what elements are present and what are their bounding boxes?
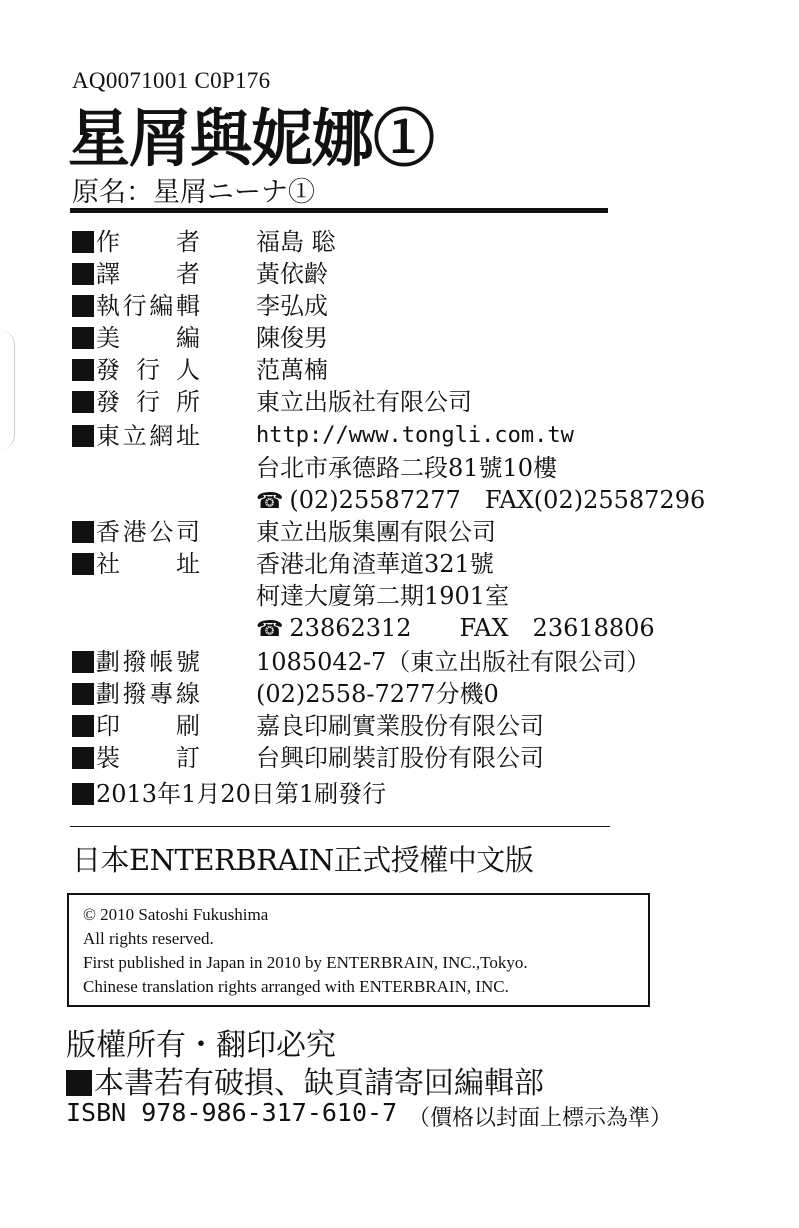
credit-value: 香港北角渣華道321號: [256, 550, 494, 578]
original-title: 原名：星屑ニーナ①: [72, 177, 315, 208]
rights-reserved: 版權所有・翻印必究: [66, 1028, 336, 1063]
bullet-icon: [72, 327, 94, 349]
bullet-icon: [72, 651, 94, 673]
copyright-line: Chinese translation rights arranged with ENTERBRAIN, INC.: [83, 977, 509, 996]
bullet-icon: [72, 425, 94, 447]
phone-icon: ☎: [256, 617, 284, 642]
bullet-icon: [72, 521, 94, 543]
bullet-icon: [72, 295, 94, 317]
book-title: 星屑與妮娜①: [68, 102, 435, 175]
credit-value: 李弘成: [256, 292, 328, 320]
credit-value: 范萬楠: [256, 356, 328, 384]
credit-value: 嘉良印刷實業股份有限公司: [256, 712, 544, 740]
bullet-icon: [66, 1070, 92, 1096]
copyright-line: © 2010 Satoshi Fukushima: [83, 905, 269, 924]
bullet-icon: [72, 747, 94, 769]
credit-label: 東立網址: [96, 422, 200, 450]
publication-date: [72, 774, 386, 809]
publication-date-text: 2013年1月20日第1刷發行: [96, 780, 387, 808]
tw-address: 台北市承德路二段81號10樓: [256, 454, 558, 482]
credit-label: 執行編輯: [96, 292, 200, 320]
credit-label: 作 者: [96, 228, 200, 256]
copyright-box: [67, 893, 650, 1007]
copyright-line: First published in Japan in 2010 by ENTERBRAIN, INC.,Tokyo.: [83, 953, 528, 972]
credit-label: 發行所: [96, 388, 200, 416]
damage-notice-text: 本書若有破損、缺頁請寄回編輯部: [94, 1066, 544, 1101]
scan-edge-mark: [0, 330, 15, 450]
credit-label: 印 刷: [96, 712, 200, 740]
credit-value: 福島 聡: [256, 228, 336, 256]
bullet-icon: [72, 263, 94, 285]
bullet-icon: [72, 553, 94, 575]
official-license: 日本ENTERBRAIN正式授權中文版: [72, 843, 534, 877]
bullet-icon: [72, 231, 94, 253]
credit-value: (02)2558-7277分機0: [256, 680, 499, 708]
credit-label: 香港公司: [96, 518, 200, 546]
bullet-icon: [72, 715, 94, 737]
credit-label: 劃撥專線: [96, 680, 200, 708]
credit-value: 東立出版社有限公司: [256, 388, 472, 416]
credit-value: 東立出版集團有限公司: [256, 518, 496, 546]
credit-value: 台興印刷裝訂股份有限公司: [256, 744, 544, 772]
credit-label: 美 編: [96, 324, 200, 352]
product-code: AQ0071001 C0P176: [72, 68, 271, 93]
price-note: （價格以封面上標示為準）: [408, 1106, 673, 1131]
bullet-icon: [72, 683, 94, 705]
credit-label: 劃撥帳號: [96, 648, 200, 676]
credit-label: 社 址: [96, 550, 200, 578]
credit-value: 黃依齡: [256, 260, 328, 288]
tw-phone: (02)25587277 FAX(02)25587296: [289, 486, 706, 514]
website-link[interactable]: http://www.tongli.com.tw: [256, 423, 574, 448]
credit-value: 陳俊男: [256, 324, 328, 352]
credit-label: 裝 訂: [96, 744, 200, 772]
phone-icon: ☎: [256, 489, 284, 514]
bullet-icon: [72, 783, 94, 805]
isbn: ISBN 978-986-317-610-7: [66, 1098, 398, 1127]
credit-label: 譯 者: [96, 260, 200, 288]
credit-value: 1085042-7（東立出版社有限公司）: [256, 648, 651, 676]
credit-label: 發行人: [96, 356, 200, 384]
hk-phone: 23862312 FAX 23618806: [289, 614, 655, 642]
hk-address-line2: 柯達大廈第二期1901室: [256, 582, 510, 610]
damage-notice: [66, 1058, 544, 1102]
title-divider: [70, 208, 608, 213]
bullet-icon: [72, 391, 94, 413]
bullet-icon: [72, 359, 94, 381]
section-divider: [70, 826, 610, 827]
copyright-line: All rights reserved.: [83, 929, 214, 948]
